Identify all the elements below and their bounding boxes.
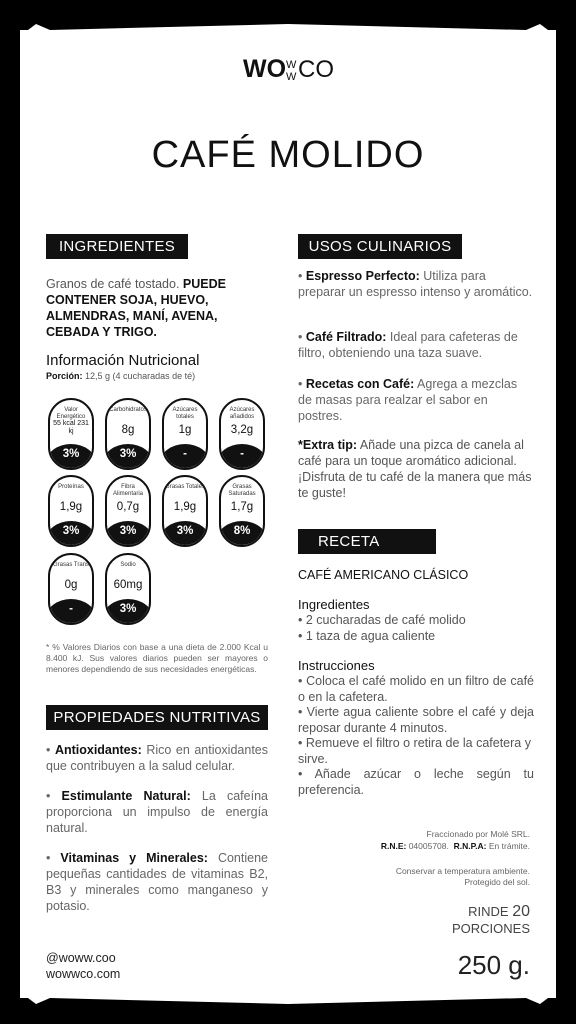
- recipe-ingredient: • 1 taza de agua caliente: [298, 629, 436, 643]
- nutrition-footnote: * % Valores Diarios con base a una dieta de 2.000 Kcal u 8.400 kJ. Sus valores diarios pueden ser mayores o menores dependiendo de sus necesidades energéticas.: [46, 642, 268, 674]
- nutrient-percent: 3%: [62, 525, 80, 537]
- nutrient-name: Valor Energético: [56, 407, 86, 420]
- svg-text:W: W: [286, 59, 297, 71]
- nutrient-value: 1g: [178, 424, 192, 436]
- nutrient-name: Azúcares añadidos: [229, 407, 255, 420]
- nutrient-value: 1,9g: [173, 501, 197, 513]
- recipe-ingredients-heading: Ingredientes: [298, 597, 370, 612]
- net-weight: 250 g.: [457, 950, 530, 980]
- use-lead: Recetas con Café:: [305, 377, 415, 391]
- nutrient-percent: 3%: [62, 448, 80, 460]
- storage-line-1: Conservar a temperatura ambiente.: [395, 866, 530, 876]
- property-lead: Vitaminas y Minerales:: [60, 851, 208, 865]
- nutrition-portion: [46, 371, 195, 382]
- nutrient-name: Grasas Totales: [165, 484, 205, 490]
- recipe-step-text: Añade azúcar o leche según tu preferencia.: [298, 767, 534, 797]
- nutrient-value: 0,7g: [116, 501, 140, 513]
- nutrient-name: Carbohidratos: [109, 407, 147, 413]
- ingredients-heading: INGREDIENTES: [46, 234, 188, 259]
- ingredients-text: [46, 276, 268, 340]
- recipe-name: CAFÉ AMERICANO CLÁSICO: [298, 568, 469, 582]
- storage-line-2: Protegido del sol.: [464, 877, 530, 887]
- tip-text: Añade una pizca de canela al café para un toque aromático adicional. ¡Disfruta de tu café de la manera que más te guste!: [298, 438, 532, 500]
- rinde-line: [330, 904, 530, 920]
- nutrient-value: 60mg: [113, 579, 143, 591]
- nutrient-percent: 8%: [233, 525, 251, 537]
- nutrient-percent: 3%: [119, 448, 137, 460]
- product-title: CAFÉ MOLIDO: [151, 134, 425, 176]
- properties-heading: PROPIEDADES NUTRITIVAS: [46, 705, 268, 730]
- nutrient-badge: [48, 553, 94, 625]
- use-espresso: • Espresso Perfecto: Utiliza para preparar un espresso intenso y aromático.: [298, 269, 533, 299]
- registration-numbers: [290, 841, 530, 852]
- nutrient-percent: -: [69, 603, 73, 615]
- instagram-handle[interactable]: @woww.coo: [46, 951, 116, 965]
- portion-value: 12,5 g (4 cucharadas de té): [85, 371, 196, 381]
- ingredients-allergen: PUEDE CONTENER SOJA, HUEVO, ALMENDRAS, MANÍ, AVENA, CEBADA Y TRIGO.: [46, 277, 226, 339]
- nutrient-value: 8g: [121, 424, 135, 436]
- website-link[interactable]: wowwco.com: [46, 967, 121, 981]
- rne-label: R.N.E:: [380, 841, 407, 851]
- porciones-label: PORCIONES: [451, 921, 530, 936]
- nutrient-percent: 3%: [176, 525, 194, 537]
- fraccionado-text: Fraccionado por Molé SRL.: [426, 829, 530, 839]
- nutrient-badge: [219, 398, 265, 470]
- nutrient-value: 1,7g: [230, 501, 254, 513]
- recipe-step: • Coloca el café molido en un filtro de café o en la cafetera.: [298, 674, 534, 704]
- property-text: La cafeína proporciona un impulso de energía natural.: [46, 789, 268, 835]
- nutrient-name: Sodio: [120, 562, 136, 568]
- nutrient-name: Grasas Saturadas: [228, 484, 256, 497]
- use-text: Ideal para cafeteras de filtro, obteniendo una taza suave.: [298, 330, 518, 360]
- use-filtered: • Café Filtrado: Ideal para cafeteras de filtro, obteniendo una taza suave.: [298, 330, 518, 360]
- use-text: Agrega a mezclas de masas para realzar el sabor en postres.: [298, 377, 518, 423]
- nutrient-value: 55 kcal 231 kj: [53, 420, 89, 435]
- nutrient-badge: [105, 475, 151, 547]
- recipe-step: • Remueve el filtro o retira de la cafetera y sirve.: [298, 736, 531, 766]
- nutrient-value: 1,9g: [59, 501, 83, 513]
- rnpa-value: En trámite.: [488, 841, 530, 851]
- svg-text:W: W: [286, 71, 297, 82]
- nutrient-badge: [105, 553, 151, 625]
- nutrient-badge: [162, 475, 208, 547]
- nutrient-badge: [105, 398, 151, 470]
- nutrient-value: 0g: [64, 579, 78, 591]
- property-stimulant: • Estimulante Natural: La cafeína proporciona un impulso de energía natural.: [46, 789, 268, 835]
- recipe-step-text: Vierte agua caliente sobre el café y deja reposar durante 4 minutos.: [298, 705, 534, 735]
- nutrient-percent: 3%: [119, 525, 137, 537]
- nutrient-badge: [162, 398, 208, 470]
- recipe-step: • Vierte agua caliente sobre el café y deja reposar durante 4 minutos.: [298, 705, 534, 735]
- tip-lead: *Extra tip:: [298, 438, 358, 452]
- nutrient-name: Azúcares totales: [172, 407, 198, 420]
- nutrient-percent: -: [240, 448, 244, 460]
- nutrient-percent: 3%: [119, 603, 137, 615]
- nutrition-heading: Información Nutricional: [46, 352, 200, 369]
- recipe-heading: RECETA: [298, 529, 436, 554]
- rinde-number: 20: [512, 903, 530, 920]
- nutrient-badge: [48, 398, 94, 470]
- recipe-step-text: Coloca el café molido en un filtro de café o en la cafetera.: [298, 674, 534, 704]
- use-lead: Espresso Perfecto:: [305, 269, 420, 283]
- nutrient-name: Proteínas: [58, 484, 84, 490]
- nutrient-badge: [48, 475, 94, 547]
- svg-text:WO: WO: [243, 55, 287, 82]
- recipe-step: • Añade azúcar o leche según tu preferencia.: [298, 767, 534, 797]
- property-lead: Estimulante Natural:: [61, 789, 191, 803]
- use-text: Utiliza para preparar un espresso intenso y aromático.: [298, 269, 533, 299]
- nutrient-value: 3,2g: [230, 424, 254, 436]
- use-recipes: • Recetas con Café: Agrega a mezclas de masas para realzar el sabor en postres.: [298, 377, 518, 423]
- uses-heading: USOS CULINARIOS: [298, 234, 462, 259]
- use-lead: Café Filtrado:: [305, 330, 387, 344]
- nutrient-badge: [219, 475, 265, 547]
- recipe-step-text: Remueve el filtro o retira de la cafetera y sirve.: [298, 736, 531, 766]
- rnpa-label: R.N.P.A:: [453, 841, 487, 851]
- portion-label: Porción:: [46, 371, 83, 381]
- property-vitamins: • Vitaminas y Minerales: Contiene pequeñas cantidades de vitaminas B2, B3 y minerales como manganeso y potasio.: [46, 851, 268, 913]
- recipe-ingredient: • 2 cucharadas de café molido: [298, 613, 466, 627]
- ingredients-plain: Granos de café tostado.: [46, 277, 180, 291]
- nutrient-name: Grasas Trans: [52, 562, 89, 568]
- rne-value: 04005708.: [408, 841, 449, 851]
- property-antioxidants: • Antioxidantes: Rico en antioxidantes que contribuyen a la salud celular.: [46, 743, 268, 773]
- rinde-label: RINDE: [468, 904, 509, 919]
- property-text: Contiene pequeñas cantidades de vitaminas B2, B3 y minerales como manganeso y potasio.: [46, 851, 268, 913]
- wowwco-logo: [243, 52, 335, 82]
- svg-text:CO: CO: [298, 56, 334, 82]
- extra-tip: [298, 437, 534, 501]
- property-text: Rico en antioxidantes que contribuyen a la salud celular.: [46, 743, 268, 773]
- nutrient-percent: -: [183, 448, 187, 460]
- nutrient-name: Fibra Alimentaria: [112, 484, 143, 497]
- recipe-instructions-heading: Instrucciones: [298, 658, 375, 673]
- property-lead: Antioxidantes:: [54, 743, 142, 757]
